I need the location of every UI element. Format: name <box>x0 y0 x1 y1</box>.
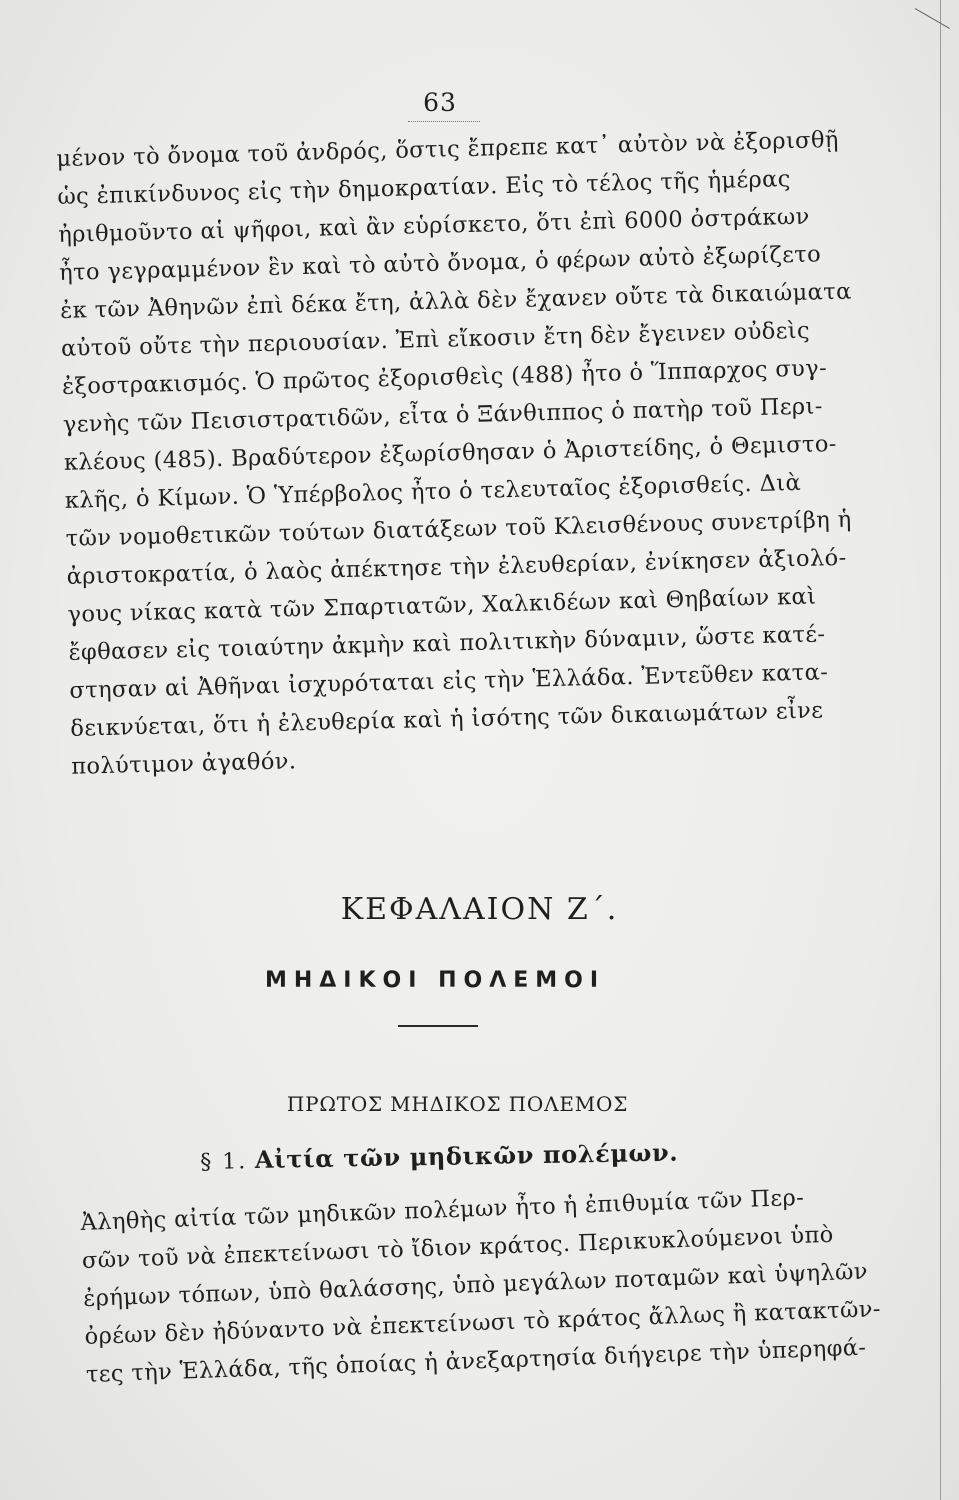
text-line: τες τὴν Ἑλλάδα, τῆς ὁποίας ἡ ἀνεξαρτησία διήγειρε τὴν ὑπερηφά- <box>85 1334 867 1388</box>
text-line: ἔφθασεν εἰς τοιαύτην ἀκμὴν καὶ πολιτικὴν δύναμιν, ὥστε κατέ- <box>68 621 826 666</box>
text-line: ὀρέων δὲν ἠδύναντο νὰ ἐπεκτείνωσι τὸ κράτος ἄλλως ἢ κατακτῶν- <box>84 1296 882 1350</box>
text-line: γενὴς τῶν Πεισιστρατιδῶν, εἶτα ὁ Ξάνθιππος ὁ πατὴρ τοῦ Περι- <box>62 393 824 438</box>
text-line: ἀριστοκρατία, ὁ λαὸς ἀπέκτησε τὴν ἐλευθερίαν, ἐνίκησεν ἀξιολό- <box>66 544 847 590</box>
corner-mark <box>915 8 950 29</box>
text-line: ἐκ τῶν Ἀθηνῶν ἐπὶ δέκα ἔτη, ἀλλὰ δὲν ἔχανεν οὔτε τὰ δικαιώματα <box>59 278 852 324</box>
text-line: αὐτοῦ οὔτε τὴν περιουσίαν. Ἐπὶ εἴκοσιν ἔτη δὲν ἔγεινεν οὐδεὶς <box>60 317 811 362</box>
paragraph-heading-text: Αἰτία τῶν μηδικῶν πολέμων. <box>254 1137 679 1175</box>
text-line: ἐρήμων τόπων, ὑπὸ θαλάσσης, ὑπὸ μεγάλων ποταμῶν καὶ ὑψηλῶν <box>82 1258 869 1312</box>
section-text <box>80 1177 882 1393</box>
page-edge <box>940 0 941 1500</box>
chapter-subtitle: ΜΗΔΙΚΟΙ ΠΟΛΕΜΟΙ <box>264 968 606 993</box>
chapter-rule <box>398 1025 478 1027</box>
text-line: κλῆς, ὁ Κίμων. Ὁ Ὑπέρβολος ἦτο ὁ τελευταῖος ἐξορισθείς. Διὰ <box>64 469 802 514</box>
text-line: Ἀληθὴς αἰτία τῶν μηδικῶν πολέμων ἦτο ἡ ἐπιθυμία τῶν Περ- <box>80 1184 805 1236</box>
paragraph-heading <box>200 1134 900 1175</box>
text-line: ἠριθμοῦντο αἱ ψῆφοι, καὶ ἂν εὑρίσκετο, ὅτι ἐπὶ 6000 ὀστράκων <box>58 203 810 248</box>
text-line: ἐξοστρακισμός. Ὁ πρῶτος ἐξορισθεὶς (488) ἦτο ὁ Ἵππαρχος συγ- <box>61 355 828 400</box>
page-number: 63 <box>423 88 457 117</box>
chapter-title: ΚΕΦΑΛΑΙΟΝ Ζ΄. <box>340 892 619 927</box>
section-sign: § 1. <box>200 1149 248 1175</box>
text-line: ἦτο γεγραμμένον ἓν καὶ τὸ αὐτὸ ὄνομα, ὁ φέρων αὐτὸ ἐξωρίζετο <box>58 241 822 286</box>
body-text <box>56 121 852 786</box>
text-line: κλέους (485). Βραδύτερον ἐξωρίσθησαν ὁ Ἀριστείδης, ὁ Θεμιστο- <box>63 431 838 476</box>
text-line: τῶν νομοθετικῶν τούτων διατάξεων τοῦ Κλεισθένους συνετρίβη ἡ <box>65 506 852 552</box>
section-title: ΠΡΩΤΟΣ ΜΗΔΙΚΟΣ ΠΟΛΕΜΟΣ <box>286 1092 629 1116</box>
text-line: δεικνύεται, ὅτι ἡ ἐλευθερία καὶ ἡ ἰσότης τῶν δικαιωμάτων εἶνε <box>70 697 824 742</box>
text-line: μένον τὸ ὄνομα τοῦ ἀνδρός, ὅστις ἔπρεπε κατ᾽ αὐτὸν νὰ ἐξορισθῇ <box>56 126 840 172</box>
text-line: στησαν αἱ Ἀθῆναι ἰσχυρόταται εἰς τὴν Ἑλλάδα. Ἐντεῦθεν κατα- <box>69 659 829 704</box>
page-number-rule <box>408 121 480 122</box>
text-line: ὡς ἐπικίνδυνος εἰς τὴν δημοκρατίαν. Εἰς τὸ τέλος τῆς ἡμέρας <box>57 166 792 210</box>
text-line: γους νίκας κατὰ τῶν Σπαρτιατῶν, Χαλκιδέων καὶ Θηβαίων καὶ <box>67 583 817 628</box>
text-line: πολύτιμον ἀγαθόν. <box>71 748 297 780</box>
text-line: σῶν τοῦ νὰ ἐπεκτείνωσι τὸ ἴδιον κράτος. Περικυκλούμενοι ὑπὸ <box>81 1221 835 1274</box>
